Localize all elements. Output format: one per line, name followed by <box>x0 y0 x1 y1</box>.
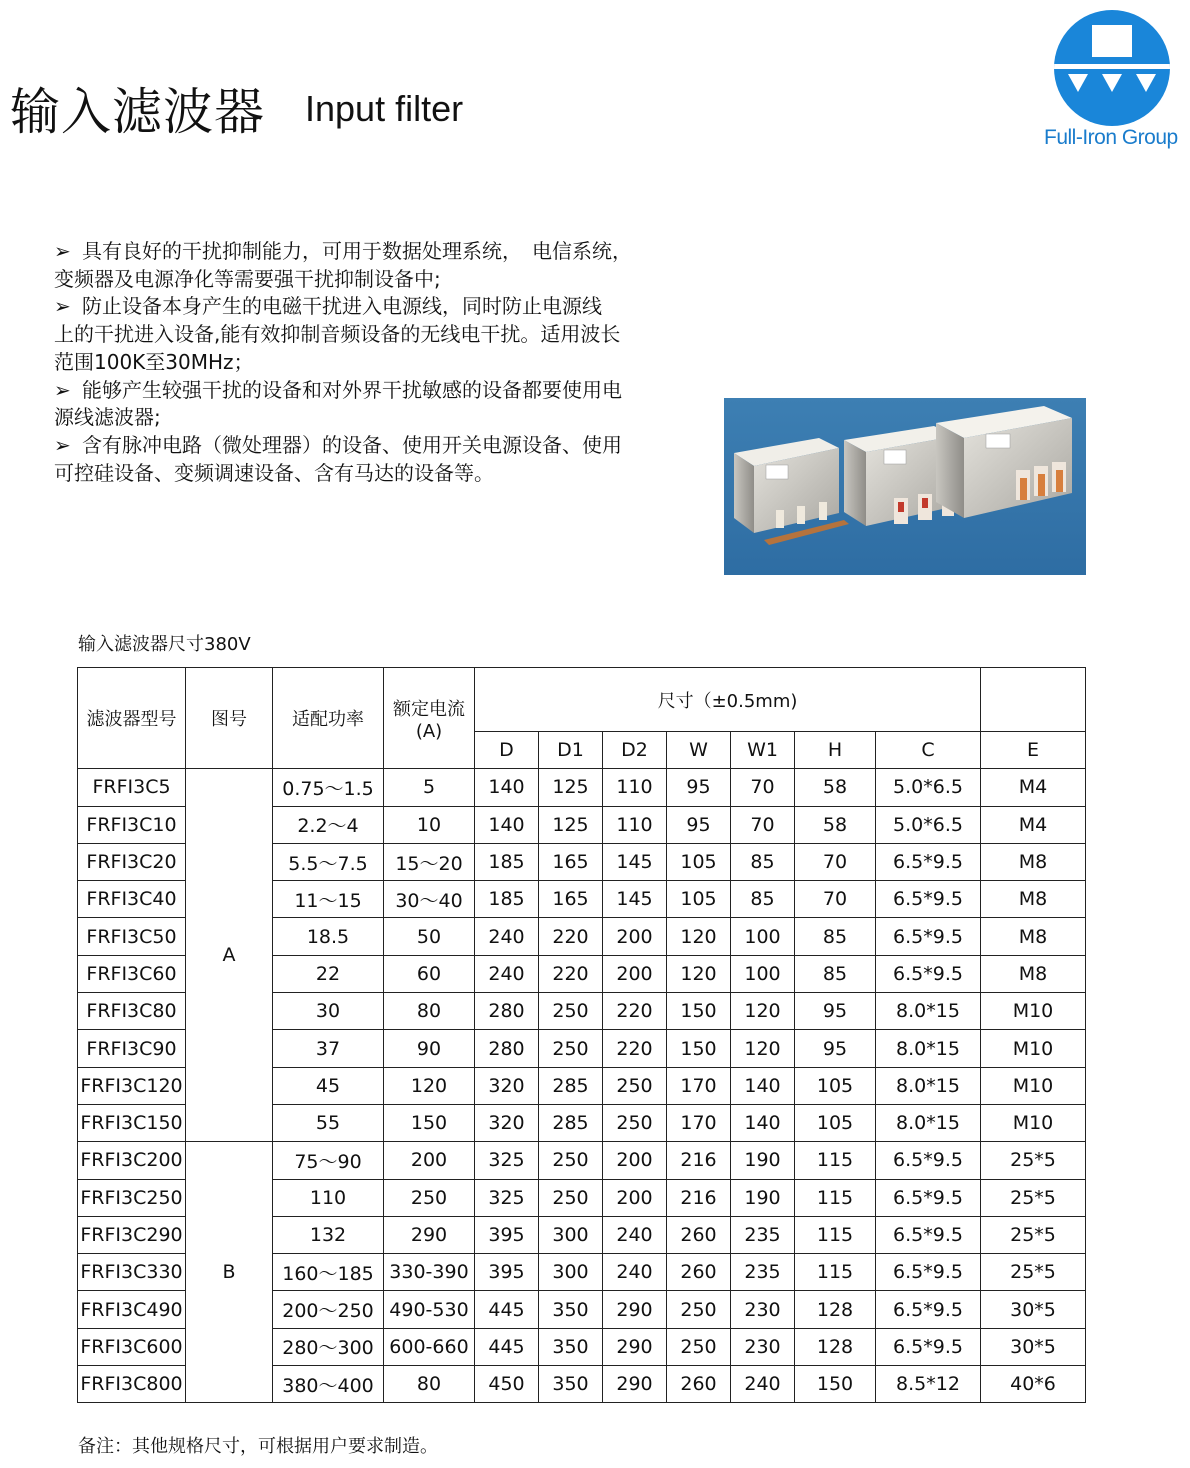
cell-value: 170 <box>667 1067 731 1104</box>
cell-value: 5 <box>384 769 475 806</box>
table-row <box>78 1142 1086 1179</box>
cell-model: FRFI3C600 <box>78 1328 186 1365</box>
header-dims: 尺寸（±0.5mm) <box>475 668 981 732</box>
cell-value: 190 <box>731 1179 795 1216</box>
cell-value: 145 <box>603 881 667 918</box>
cell-value: 395 <box>475 1254 539 1291</box>
cell-value: 95 <box>667 806 731 843</box>
cell-value: 250 <box>539 1179 603 1216</box>
cell-value: 95 <box>795 993 876 1030</box>
header-c: C <box>876 732 981 769</box>
cell-value: 290 <box>603 1328 667 1365</box>
cell-value: 85 <box>795 955 876 992</box>
cell-value: 8.5*12 <box>876 1366 981 1403</box>
cell-value: 445 <box>475 1328 539 1365</box>
header-d1: D1 <box>539 732 603 769</box>
cell-value: 290 <box>384 1216 475 1253</box>
cell-value: 216 <box>667 1179 731 1216</box>
cell-value: 6.5*9.5 <box>876 955 981 992</box>
cell-model: FRFI3C250 <box>78 1179 186 1216</box>
list-item-continued: 源线滤波器; <box>54 405 161 430</box>
cell-model: FRFI3C80 <box>78 993 186 1030</box>
cell-value: 200 <box>384 1142 475 1179</box>
cell-value: 120 <box>667 955 731 992</box>
cell-value: 45 <box>273 1067 384 1104</box>
cell-value: 70 <box>795 881 876 918</box>
cell-model: FRFI3C330 <box>78 1254 186 1291</box>
cell-value: 30*5 <box>981 1328 1086 1365</box>
cell-value: 22 <box>273 955 384 992</box>
cell-value: 200 <box>603 1142 667 1179</box>
cell-value: 25*5 <box>981 1254 1086 1291</box>
cell-value: 145 <box>603 843 667 880</box>
cell-value: 5.0*6.5 <box>876 806 981 843</box>
cell-value: 0.75～1.5 <box>273 769 384 806</box>
footnote: 备注：其他规格尺寸，可根据用户要求制造。 <box>78 1436 438 1457</box>
cell-value: 240 <box>603 1254 667 1291</box>
cell-value: 350 <box>539 1328 603 1365</box>
cell-value: 105 <box>795 1067 876 1104</box>
cell-value: 5.0*6.5 <box>876 769 981 806</box>
cell-value: 445 <box>475 1291 539 1328</box>
cell-value: 450 <box>475 1366 539 1403</box>
list-item-continued: 上的干扰进入设备,能有效抑制音频设备的无线电干扰。适用波长 <box>54 322 621 347</box>
cell-value: 185 <box>475 843 539 880</box>
list-item: ➢ 含有脉冲电路（微处理器）的设备、使用开关电源设备、使用 <box>54 432 724 460</box>
cell-value: 58 <box>795 769 876 806</box>
table-row <box>78 769 1086 806</box>
cell-value: 200 <box>603 955 667 992</box>
cell-model: FRFI3C5 <box>78 769 186 806</box>
cell-value: 260 <box>667 1216 731 1253</box>
cell-value: M10 <box>981 993 1086 1030</box>
cell-value: 190 <box>731 1142 795 1179</box>
cell-value: 395 <box>475 1216 539 1253</box>
cell-value: 230 <box>731 1328 795 1365</box>
cell-value: 240 <box>475 918 539 955</box>
header-d: D <box>475 732 539 769</box>
header-w1: W1 <box>731 732 795 769</box>
cell-value: 105 <box>667 843 731 880</box>
cell-value: 185 <box>475 881 539 918</box>
cell-value: 6.5*9.5 <box>876 1291 981 1328</box>
cell-value: 100 <box>731 918 795 955</box>
header-w: W <box>667 732 731 769</box>
cell-value: 8.0*15 <box>876 1067 981 1104</box>
cell-value: 300 <box>539 1216 603 1253</box>
cell-value: 128 <box>795 1291 876 1328</box>
cell-value: 300 <box>539 1254 603 1291</box>
cell-value: 330-390 <box>384 1254 475 1291</box>
cell-figure: B <box>186 1142 273 1403</box>
cell-value: 240 <box>603 1216 667 1253</box>
cell-value: 120 <box>731 1030 795 1067</box>
cell-value: M10 <box>981 1067 1086 1104</box>
cell-value: 6.5*9.5 <box>876 918 981 955</box>
cell-value: 325 <box>475 1142 539 1179</box>
list-item: ➢ 能够产生较强干扰的设备和对外界干扰敏感的设备都要使用电 <box>54 377 724 405</box>
cell-value: 105 <box>795 1104 876 1141</box>
cell-value: 170 <box>667 1104 731 1141</box>
cell-value: 200 <box>603 1179 667 1216</box>
cell-model: FRFI3C200 <box>78 1142 186 1179</box>
cell-value: 490-530 <box>384 1291 475 1328</box>
logo-text: Full-Iron Group <box>1044 126 1178 149</box>
cell-value: 70 <box>731 769 795 806</box>
cell-value: 220 <box>603 1030 667 1067</box>
cell-value: 132 <box>273 1216 384 1253</box>
cell-value: 80 <box>384 1366 475 1403</box>
cell-figure: A <box>186 769 273 1142</box>
cell-value: 11～15 <box>273 881 384 918</box>
cell-value: 250 <box>603 1067 667 1104</box>
cell-value: 150 <box>795 1366 876 1403</box>
cell-value: 220 <box>539 955 603 992</box>
cell-model: FRFI3C50 <box>78 918 186 955</box>
cell-value: 260 <box>667 1254 731 1291</box>
cell-value: 235 <box>731 1254 795 1291</box>
cell-value: 285 <box>539 1104 603 1141</box>
cell-value: 250 <box>667 1291 731 1328</box>
cell-value: 15～20 <box>384 843 475 880</box>
cell-model: FRFI3C20 <box>78 843 186 880</box>
cell-value: 75～90 <box>273 1142 384 1179</box>
cell-value: 110 <box>273 1179 384 1216</box>
page-subtitle: Input filter <box>305 88 464 129</box>
header-e: E <box>981 732 1086 769</box>
cell-value: 10 <box>384 806 475 843</box>
cell-value: 6.5*9.5 <box>876 1216 981 1253</box>
cell-value: 25*5 <box>981 1179 1086 1216</box>
cell-value: M8 <box>981 881 1086 918</box>
cell-value: 200～250 <box>273 1291 384 1328</box>
cell-model: FRFI3C150 <box>78 1104 186 1141</box>
cell-value: 115 <box>795 1179 876 1216</box>
cell-value: 25*5 <box>981 1142 1086 1179</box>
table-header-row <box>78 668 1086 732</box>
cell-value: 140 <box>475 769 539 806</box>
cell-value: 60 <box>384 955 475 992</box>
cell-value: M10 <box>981 1104 1086 1141</box>
cell-value: 90 <box>384 1030 475 1067</box>
cell-value: 220 <box>539 918 603 955</box>
table-caption: 输入滤波器尺寸380V <box>78 634 251 655</box>
cell-value: 165 <box>539 843 603 880</box>
cell-value: 8.0*15 <box>876 1104 981 1141</box>
cell-value: 165 <box>539 881 603 918</box>
cell-value: 325 <box>475 1179 539 1216</box>
cell-value: 110 <box>603 769 667 806</box>
cell-value: 115 <box>795 1142 876 1179</box>
cell-value: 100 <box>731 955 795 992</box>
spec-table <box>77 667 1086 1403</box>
cell-value: 120 <box>731 993 795 1030</box>
cell-model: FRFI3C120 <box>78 1067 186 1104</box>
cell-value: 6.5*9.5 <box>876 1179 981 1216</box>
cell-value: 290 <box>603 1291 667 1328</box>
cell-value: 125 <box>539 806 603 843</box>
cell-value: 320 <box>475 1067 539 1104</box>
cell-value: 250 <box>667 1328 731 1365</box>
cell-value: 240 <box>731 1366 795 1403</box>
cell-value: 150 <box>384 1104 475 1141</box>
cell-value: 6.5*9.5 <box>876 881 981 918</box>
cell-value: 115 <box>795 1216 876 1253</box>
list-item-continued: 变频器及电源净化等需要强干扰抑制设备中; <box>54 266 441 291</box>
header-power: 适配功率 <box>273 668 384 769</box>
header-blank <box>981 668 1086 732</box>
cell-value: 280 <box>475 1030 539 1067</box>
cell-value: 30 <box>273 993 384 1030</box>
cell-value: 250 <box>539 1142 603 1179</box>
cell-value: 250 <box>539 1030 603 1067</box>
cell-value: 85 <box>731 881 795 918</box>
cell-value: 6.5*9.5 <box>876 843 981 880</box>
list-item: ➢ 防止设备本身产生的电磁干扰进入电源线，同时防止电源线 <box>54 293 724 321</box>
cell-value: M8 <box>981 918 1086 955</box>
cell-value: 37 <box>273 1030 384 1067</box>
cell-value: 140 <box>475 806 539 843</box>
cell-value: 70 <box>731 806 795 843</box>
list-item-continued: 范围100K至30MHz； <box>54 349 254 374</box>
header-h: H <box>795 732 876 769</box>
cell-value: 85 <box>731 843 795 880</box>
cell-value: 200 <box>603 918 667 955</box>
cell-value: M8 <box>981 955 1086 992</box>
cell-value: 5.5～7.5 <box>273 843 384 880</box>
header-model: 滤波器型号 <box>78 668 186 769</box>
cell-value: 120 <box>667 918 731 955</box>
cell-value: M8 <box>981 843 1086 880</box>
cell-model: FRFI3C490 <box>78 1291 186 1328</box>
cell-model: FRFI3C800 <box>78 1366 186 1403</box>
cell-model: FRFI3C40 <box>78 881 186 918</box>
cell-value: 220 <box>603 993 667 1030</box>
cell-value: 350 <box>539 1366 603 1403</box>
cell-value: 8.0*15 <box>876 1030 981 1067</box>
cell-value: 6.5*9.5 <box>876 1328 981 1365</box>
cell-value: 18.5 <box>273 918 384 955</box>
arrow-bullet-icon: ➢ <box>54 377 71 402</box>
cell-value: 280～300 <box>273 1328 384 1365</box>
cell-value: 285 <box>539 1067 603 1104</box>
cell-value: 150 <box>667 993 731 1030</box>
cell-value: 216 <box>667 1142 731 1179</box>
cell-value: 40*6 <box>981 1366 1086 1403</box>
cell-value: 2.2～4 <box>273 806 384 843</box>
cell-value: 380～400 <box>273 1366 384 1403</box>
list-item: ➢ 具有良好的干扰抑制能力，可用于数据处理系统， 电信系统， <box>54 238 724 266</box>
cell-value: 50 <box>384 918 475 955</box>
header-current: 额定电流 (A) <box>384 668 475 769</box>
cell-value: 8.0*15 <box>876 993 981 1030</box>
header-d2: D2 <box>603 732 667 769</box>
cell-value: 280 <box>475 993 539 1030</box>
cell-value: M4 <box>981 769 1086 806</box>
cell-value: 150 <box>667 1030 731 1067</box>
cell-value: 85 <box>795 918 876 955</box>
list-item-continued: 可控硅设备、变频调速设备、含有马达的设备等。 <box>54 460 494 485</box>
cell-value: 260 <box>667 1366 731 1403</box>
feature-list <box>54 238 724 487</box>
cell-value: 235 <box>731 1216 795 1253</box>
cell-model: FRFI3C290 <box>78 1216 186 1253</box>
cell-value: 55 <box>273 1104 384 1141</box>
cell-value: M10 <box>981 1030 1086 1067</box>
cell-value: 95 <box>667 769 731 806</box>
cell-value: 230 <box>731 1291 795 1328</box>
cell-value: 320 <box>475 1104 539 1141</box>
cell-value: 140 <box>731 1104 795 1141</box>
cell-model: FRFI3C90 <box>78 1030 186 1067</box>
arrow-bullet-icon: ➢ <box>54 294 71 319</box>
cell-value: 120 <box>384 1067 475 1104</box>
cell-model: FRFI3C60 <box>78 955 186 992</box>
cell-value: 250 <box>603 1104 667 1141</box>
cell-value: 128 <box>795 1328 876 1365</box>
cell-value: 70 <box>795 843 876 880</box>
header-figure: 图号 <box>186 668 273 769</box>
page-title: 输入滤波器 <box>10 83 265 141</box>
cell-value: 350 <box>539 1291 603 1328</box>
arrow-bullet-icon: ➢ <box>54 432 71 457</box>
cell-value: 80 <box>384 993 475 1030</box>
cell-value: 30*5 <box>981 1291 1086 1328</box>
cell-model: FRFI3C10 <box>78 806 186 843</box>
cell-value: 25*5 <box>981 1216 1086 1253</box>
cell-value: 95 <box>795 1030 876 1067</box>
cell-value: 125 <box>539 769 603 806</box>
cell-value: 115 <box>795 1254 876 1291</box>
cell-value: 250 <box>384 1179 475 1216</box>
cell-value: 6.5*9.5 <box>876 1142 981 1179</box>
cell-value: 140 <box>731 1067 795 1104</box>
cell-value: 105 <box>667 881 731 918</box>
cell-value: 240 <box>475 955 539 992</box>
cell-value: 160～185 <box>273 1254 384 1291</box>
cell-value: 58 <box>795 806 876 843</box>
product-photo <box>724 398 1086 575</box>
cell-value: M4 <box>981 806 1086 843</box>
cell-value: 290 <box>603 1366 667 1403</box>
cell-value: 30～40 <box>384 881 475 918</box>
cell-value: 250 <box>539 993 603 1030</box>
cell-value: 600-660 <box>384 1328 475 1365</box>
arrow-bullet-icon: ➢ <box>54 239 71 263</box>
cell-value: 6.5*9.5 <box>876 1254 981 1291</box>
cell-value: 110 <box>603 806 667 843</box>
